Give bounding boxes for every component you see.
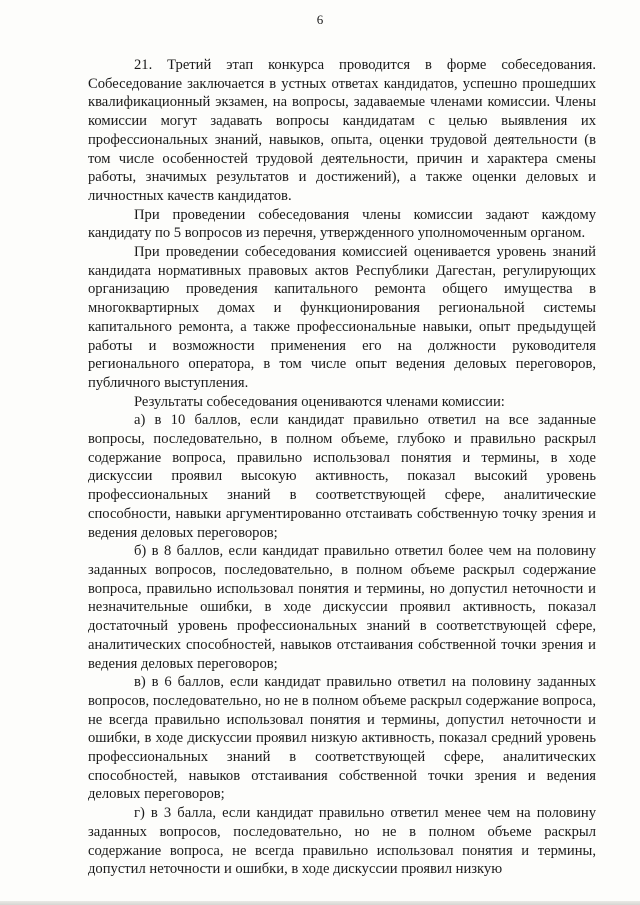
paragraph-score-6: в) в 6 баллов, если кандидат правильно ответил на половину заданных вопросов, последовательно, но не в полном объеме раскрыл содержание вопроса, не всегда правильно использовал понятия и термины, допустил неточности и ошибки, в ходе дискуссии проявил низкую активность, показал средний уровень профессиональных знаний в соответствующей сфере, аналитических способностей, навыков отстаивания собственной точки зрения и ведения деловых переговоров; xyxy=(88,674,596,803)
paragraph-score-8: б) в 8 баллов, если кандидат правильно ответил более чем на половину заданных вопросов, последовательно, в полном объеме раскрыл содержание вопроса, правильно использовал понятия и термины, но допустил неточности и незначительные ошибки, в ходе дискуссии проявил активность, показал достаточный уровень профессиональных знаний в соответствующей сфере, аналитических способностей, навыков отстаивания собственной точки зрения и ведения деловых переговоров; xyxy=(88,543,596,672)
paragraph-score-3: г) в 3 балла, если кандидат правильно ответил менее чем на половину заданных вопросов, последовательно, но не в полном объеме раскрыл содержание вопроса, не всегда правильно использовал понятия и термины, допустил неточности и ошибки, в ходе дискуссии проявил низкую xyxy=(88,805,596,878)
document-body xyxy=(88,56,596,879)
page-bottom-edge xyxy=(0,901,640,905)
paragraph-score-10: а) в 10 баллов, если кандидат правильно ответил на все заданные вопросы, последовательно, в полном объеме, глубоко и правильно раскрыл содержание вопроса, правильно использовал понятия и термины, в ходе дискуссии проявил высокую активность, показал высокий уровень профессиональных знаний в соответствующей сфере, аналитические способности, навыки аргументированно отстаивать собственную точку зрения и ведения деловых переговоров; xyxy=(88,412,596,541)
paragraph-questions-count: При проведении собеседования члены комиссии задают каждому кандидату по 5 вопросов из перечня, утвержденного уполномоченным органом. xyxy=(88,206,596,242)
paragraph-results-intro: Результаты собеседования оцениваются членами комиссии: xyxy=(134,393,505,410)
page-number: 6 xyxy=(316,12,324,27)
paragraph-assessment-scope: При проведении собеседования комиссией оценивается уровень знаний кандидата нормативных правовых актов Республики Дагестан, регулирующих организацию проведения капитального ремонта общего имущества в многоквартирных домах и функционирования региональной системы капитального ремонта, а также профессиональные навыки, опыт предыдущей работы и возможности применения его на должности руководителя регионального оператора, в том числе опыт ведения деловых переговоров, публичного выступления. xyxy=(88,244,596,391)
paragraph-stage-three: 21. Третий этап конкурса проводится в форме собеседования. Собеседование заключается в устных ответах кандидатов, успешно прошедших квалификационный экзамен, на вопросы, задаваемые членами комиссии. Члены комиссии могут задавать вопросы кандидатам с целью выявления их профессиональных знаний, навыков, опыта, оценки трудовой деятельности (в том числе особенностей трудовой деятельности, причин и характера смены работы, значимых результатов и достижений), а также оценки деловых и личностных качеств кандидатов. xyxy=(88,57,596,204)
